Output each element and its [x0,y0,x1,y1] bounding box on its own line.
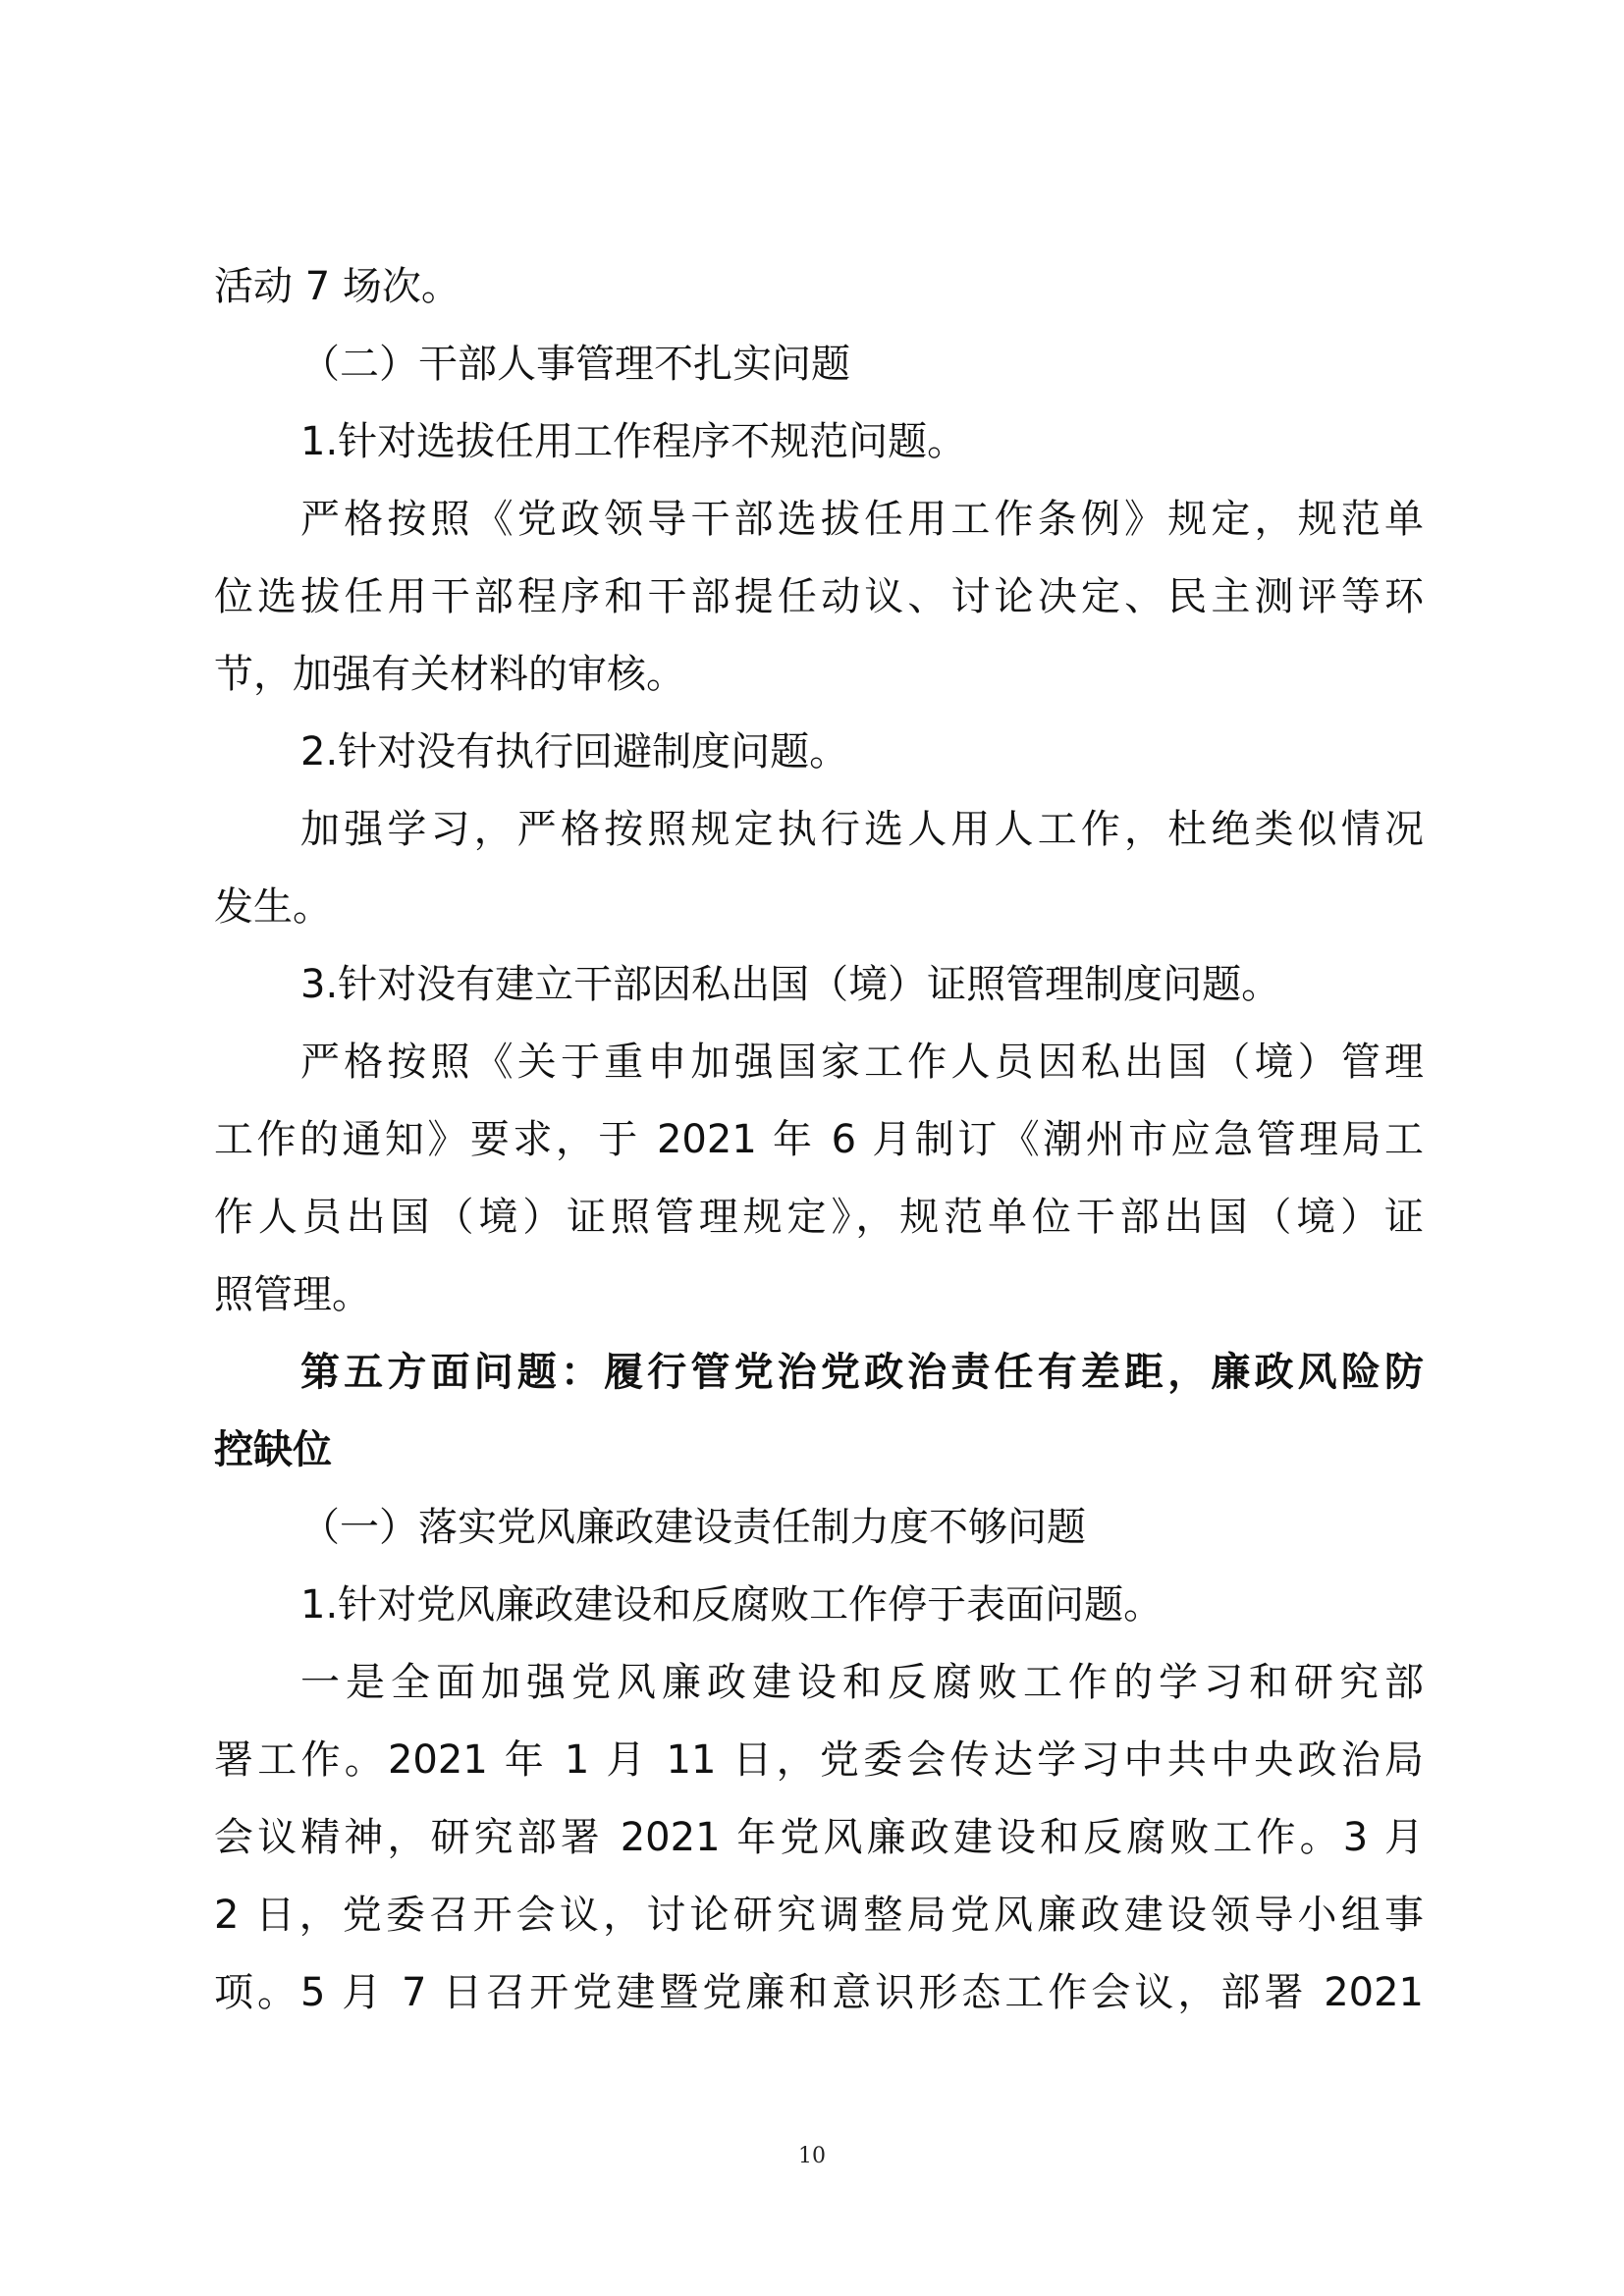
item-heading-selection-procedure: 1.针对选拔任用工作程序不规范问题。 [300,419,967,464]
item-heading-anti-corruption-surface: 1.针对党风廉政建设和反腐败工作停于表面问题。 [300,1582,1164,1628]
text-line-8: 加强学习，严格按照规定执行选人用人工作，杜绝类似情况 [300,807,1424,852]
text-line-6: 节，加强有关材料的审核。 [214,652,685,697]
part-heading-fifth-issue-cont: 控缺位 [214,1427,332,1472]
text-line-13: 作人员出国（境）证照管理规定》，规范单位干部出国（境）证 [214,1195,1424,1240]
part-heading-fifth-issue: 第五方面问题：履行管党治党政治责任有差距，廉政风险防 [300,1350,1424,1395]
text-line-4: 严格按照《党政领导干部选拔任用工作条例》规定，规范单 [300,497,1424,542]
text-line-5: 位选拔任用干部程序和干部提任动议、讨论决定、民主测评等环 [214,574,1424,619]
page-number: 10 [798,2144,826,2168]
text-line-23: 项。5 月 7 日召开党建暨党廉和意识形态工作会议，部署 2021 [214,1970,1424,2015]
text-line-14: 照管理。 [214,1272,371,1317]
text-line-22: 2 日，党委召开会议，讨论研究调整局党风廉政建设领导小组事 [214,1893,1424,1938]
item-heading-passport-management: 3.针对没有建立干部因私出国（境）证照管理制度问题。 [300,962,1281,1007]
section-heading-party-conduct: （一）落实党风廉政建设责任制力度不够问题 [300,1505,1086,1550]
text-line-9: 发生。 [214,884,332,930]
text-line-19: 一是全面加强党风廉政建设和反腐败工作的学习和研究部 [300,1660,1424,1705]
item-heading-recusal-system: 2.针对没有执行回避制度问题。 [300,729,849,774]
text-line-11: 严格按照《关于重申加强国家工作人员因私出国（境）管理 [300,1040,1424,1085]
text-line-21: 会议精神，研究部署 2021 年党风廉政建设和反腐败工作。3 月 [214,1815,1424,1860]
text-line-20: 署工作。2021 年 1 月 11 日，党委会传达学习中共中央政治局 [214,1737,1424,1783]
section-heading-cadre-management: （二）干部人事管理不扎实问题 [300,342,850,387]
text-line-1: 活动 7 场次。 [214,264,460,309]
text-line-12: 工作的通知》要求，于 2021 年 6 月制订《潮州市应急管理局工 [214,1117,1424,1162]
